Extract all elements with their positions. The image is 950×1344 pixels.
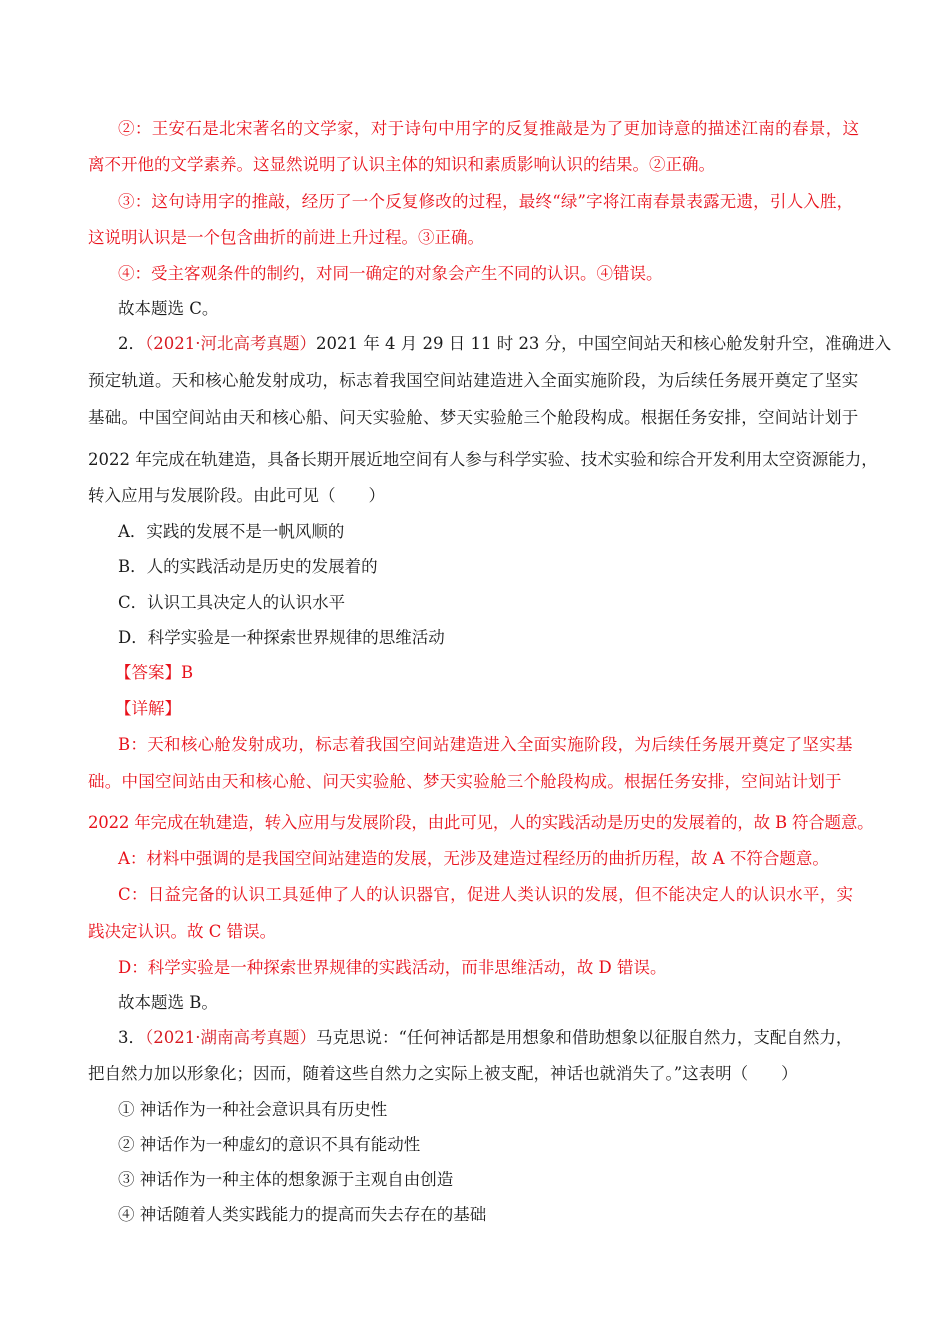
q2-option-d: D．科学实验是一种探索世界规律的思维活动 bbox=[118, 628, 445, 647]
q3-number: 3． bbox=[118, 1028, 145, 1047]
q2-analysis-b-line-2: 础。中国空间站由天和核心舱、问天实验舱、梦天实验舱三个舱段构成。根据任务安排，空间站计划于 bbox=[88, 772, 842, 791]
q2-option-a: A．实践的发展不是一帆风顺的 bbox=[118, 522, 345, 541]
q3-statement-1: ① 神话作为一种社会意识具有历史性 bbox=[118, 1100, 388, 1119]
q2-stem-line-5: 转入应用与发展阶段。由此可见（ ） bbox=[88, 486, 385, 505]
q2-number: 2． bbox=[118, 334, 145, 353]
q2-stem-line-3: 基础。中国空间站由天和核心船、问天实验舱、梦天实验舱三个舱段构成。根据任务安排，空间站计划于 bbox=[88, 408, 859, 427]
q2-stem-line-1 bbox=[118, 333, 891, 355]
q2-analysis-c-line-1: C：日益完备的认识工具延伸了人的认识器官，促进人类认识的发展，但不能决定人的认识水平，实 bbox=[118, 885, 854, 904]
q2-stem-text: 2021 年 4 月 29 日 11 时 23 分，中国空间站天和核心舱发射升空，准确进入 bbox=[316, 334, 892, 353]
analysis-item-2-line-2: 离不开他的文学素养。这显然说明了认识主体的知识和素质影响认识的结果。②正确。 bbox=[88, 155, 715, 174]
q2-source: （2021·河北高考真题） bbox=[145, 334, 316, 353]
q2-analysis-b-line-1: B：天和核心舱发射成功，标志着我国空间站建造进入全面实施阶段，为后续任务展开奠定了坚实基 bbox=[118, 735, 853, 754]
analysis-item-3-line-2: 这说明认识是一个包含曲折的前进上升过程。③正确。 bbox=[88, 228, 484, 247]
q2-analysis-b-line-3: 2022 年完成在轨建造，转入应用与发展阶段，由此可见，人的实践活动是历史的发展着的，故 B 符合题意。 bbox=[88, 813, 874, 832]
q1-conclusion: 故本题选 C。 bbox=[118, 299, 219, 318]
q3-statement-4: ④ 神话随着人类实践能力的提高而失去存在的基础 bbox=[118, 1205, 487, 1224]
q2-detail-label: 【详解】 bbox=[115, 699, 181, 718]
q3-statement-2: ② 神话作为一种虚幻的意识不具有能动性 bbox=[118, 1135, 421, 1154]
q2-stem-line-2: 预定轨道。天和核心舱发射成功，标志着我国空间站建造进入全面实施阶段，为后续任务展开奠定了坚实 bbox=[88, 371, 859, 390]
q2-analysis-d-line-1: D：科学实验是一种探索世界规律的实践活动，而非思维活动，故 D 错误。 bbox=[118, 958, 667, 977]
analysis-item-2-line-1: ②：王安石是北宋著名的文学家，对于诗句中用字的反复推敲是为了更加诗意的描述江南的春景，这 bbox=[118, 119, 860, 138]
q2-stem-line-4: 2022 年完成在轨建造，具备长期开展近地空间有人参与科学实验、技术实验和综合开发利用太空资源能力， bbox=[88, 450, 878, 469]
q2-analysis-c-line-2: 践决定认识。故 C 错误。 bbox=[88, 922, 277, 941]
q2-answer: 【答案】B bbox=[115, 663, 194, 682]
q2-option-c: C．认识工具决定人的认识水平 bbox=[118, 593, 346, 612]
analysis-item-3-line-1: ③：这句诗用字的推敲，经历了一个反复修改的过程，最终“绿”字将江南春景表露无遗，引人入胜， bbox=[118, 192, 854, 211]
q3-stem-line-1 bbox=[118, 1027, 852, 1049]
q3-stem-text: 马克思说：“任何神话都是用想象和借助想象以征服自然力，支配自然力， bbox=[316, 1028, 853, 1047]
q3-source: （2021·湖南高考真题） bbox=[145, 1028, 316, 1047]
analysis-item-4-line-1: ④：受主客观条件的制约，对同一确定的对象会产生不同的认识。④错误。 bbox=[118, 264, 663, 283]
q2-conclusion: 故本题选 B。 bbox=[118, 993, 218, 1012]
q2-option-b: B．人的实践活动是历史的发展着的 bbox=[118, 557, 378, 576]
q2-analysis-a-line-1: A：材料中强调的是我国空间站建造的发展，无涉及建造过程经历的曲折历程，故 A 不符合题意。 bbox=[118, 849, 829, 868]
q3-stem-line-2: 把自然力加以形象化；因而，随着这些自然力之实际上被支配，神话也就消失了。”这表明（ ） bbox=[88, 1064, 798, 1083]
q3-statement-3: ③ 神话作为一种主体的想象源于主观自由创造 bbox=[118, 1170, 454, 1189]
